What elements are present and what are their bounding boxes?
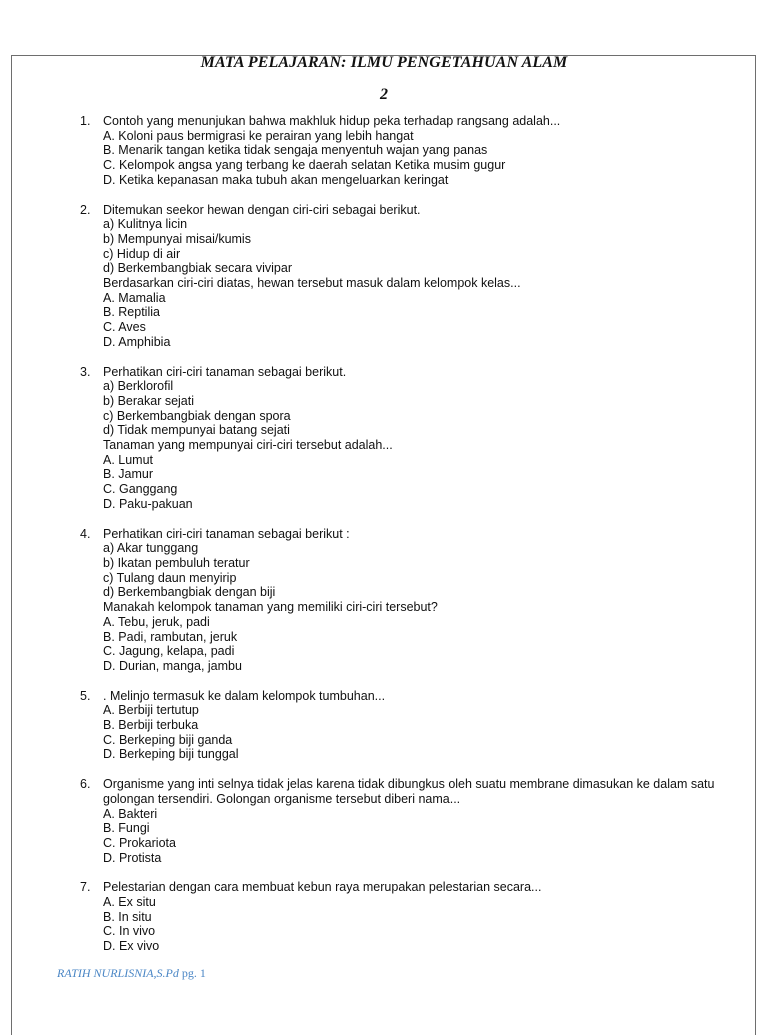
question-number: 3.: [80, 364, 91, 379]
answer-option: C. Kelompok angsa yang terbang ke daerah selatan Ketika musim gugur: [103, 158, 506, 173]
answer-option: A. Mamalia: [103, 290, 166, 305]
characteristic-item: b) Berakar sejati: [103, 393, 195, 408]
question-3: [80, 365, 720, 512]
answer-option: B. Reptilia: [103, 305, 160, 320]
answer-option: A. Lumut: [103, 452, 154, 467]
question-4: [80, 527, 720, 674]
page-footer: [57, 966, 206, 981]
answer-option: B. Berbiji terbuka: [103, 718, 199, 733]
answer-option: B. Fungi: [103, 821, 150, 836]
characteristic-item: a) Kulitnya licin: [103, 217, 188, 232]
question-text: Pelestarian dengan cara membuat kebun raya merupakan pelestarian secara...: [103, 880, 542, 895]
question-prompt: Tanaman yang mempunyai ciri-ciri tersebut adalah...: [103, 438, 393, 453]
question-prompt: Berdasarkan ciri-ciri diatas, hewan tersebut masuk dalam kelompok kelas...: [103, 276, 521, 291]
question-number: 1.: [80, 114, 91, 128]
question-list: [80, 114, 720, 969]
characteristic-item: d) Tidak mempunyai batang sejati: [103, 423, 290, 438]
question-7: [80, 880, 720, 954]
question-2: [80, 203, 720, 350]
answer-option: B. Jamur: [103, 467, 154, 482]
answer-option: C. Prokariota: [103, 835, 176, 850]
characteristic-item: b) Mempunyai misai/kumis: [103, 231, 251, 246]
question-text: Perhatikan ciri-ciri tanaman sebagai berikut :: [103, 526, 350, 541]
answer-option: A. Bakteri: [103, 806, 158, 821]
answer-option: C. Jagung, kelapa, padi: [103, 644, 235, 659]
document-subtitle: 2: [380, 86, 388, 103]
answer-option: A. Tebu, jeruk, padi: [103, 614, 210, 629]
characteristic-item: b) Ikatan pembuluh teratur: [103, 555, 250, 570]
answer-option: D. Ex vivo: [103, 939, 160, 954]
question-1: [80, 114, 720, 188]
answer-option: C. In vivo: [103, 924, 156, 939]
characteristic-item: c) Berkembangbiak dengan spora: [103, 408, 291, 423]
characteristic-item: d) Berkembangbiak dengan biji: [103, 585, 276, 600]
answer-option: D. Ketika kepanasan maka tubuh akan mengeluarkan keringat: [103, 172, 449, 187]
characteristic-item: c) Tulang daun menyirip: [103, 570, 237, 585]
answer-option: D. Amphibia: [103, 334, 171, 349]
answer-option: C. Ganggang: [103, 482, 178, 497]
question-6: [80, 777, 720, 865]
question-number: 4.: [80, 526, 91, 541]
answer-option: D. Berkeping biji tunggal: [103, 747, 239, 762]
characteristic-item: d) Berkembangbiak secara vivipar: [103, 261, 292, 276]
question-text: Perhatikan ciri-ciri tanaman sebagai berikut.: [103, 364, 347, 379]
answer-option: A. Ex situ: [103, 895, 156, 910]
answer-option: B. Menarik tangan ketika tidak sengaja menyentuh wajan yang panas: [103, 143, 488, 158]
answer-option: C. Aves: [103, 320, 146, 335]
question-number: 2.: [80, 202, 91, 217]
answer-option: D. Protista: [103, 850, 162, 865]
question-number: 7.: [80, 880, 91, 895]
characteristic-item: a) Akar tunggang: [103, 541, 199, 556]
characteristic-item: a) Berklorofil: [103, 379, 174, 394]
footer-page-number: pg. 1: [181, 966, 206, 980]
question-number: 5.: [80, 688, 91, 703]
question-text: . Melinjo termasuk ke dalam kelompok tumbuhan...: [103, 688, 386, 703]
answer-option: B. Padi, rambutan, jeruk: [103, 629, 238, 644]
question-prompt: Manakah kelompok tanaman yang memiliki ciri-ciri tersebut?: [103, 600, 438, 615]
question-5: [80, 689, 720, 763]
characteristic-item: c) Hidup di air: [103, 246, 181, 261]
answer-option: A. Koloni paus bermigrasi ke perairan yang lebih hangat: [103, 128, 414, 143]
question-number: 6.: [80, 777, 91, 792]
answer-option: D. Durian, manga, jambu: [103, 658, 242, 673]
answer-option: C. Berkeping biji ganda: [103, 732, 233, 747]
question-text: Organisme yang inti selnya tidak jelas karena tidak dibungkus oleh suatu membrane dimasukan ke dalam satu golongan tersendiri. Golongan organisme tersebut diberi nama...: [103, 777, 715, 806]
answer-option: B. In situ: [103, 909, 152, 924]
answer-option: D. Paku-pakuan: [103, 496, 193, 511]
question-text: Contoh yang menunjukan bahwa makhluk hidup peka terhadap rangsang adalah...: [103, 114, 561, 128]
question-text: Ditemukan seekor hewan dengan ciri-ciri sebagai berikut.: [103, 202, 421, 217]
answer-option: A. Berbiji tertutup: [103, 703, 199, 718]
footer-author: RATIH NURLISNIA,S.Pd: [57, 966, 179, 980]
document-title: MATA PELAJARAN: ILMU PENGETAHUAN ALAM: [200, 54, 568, 71]
